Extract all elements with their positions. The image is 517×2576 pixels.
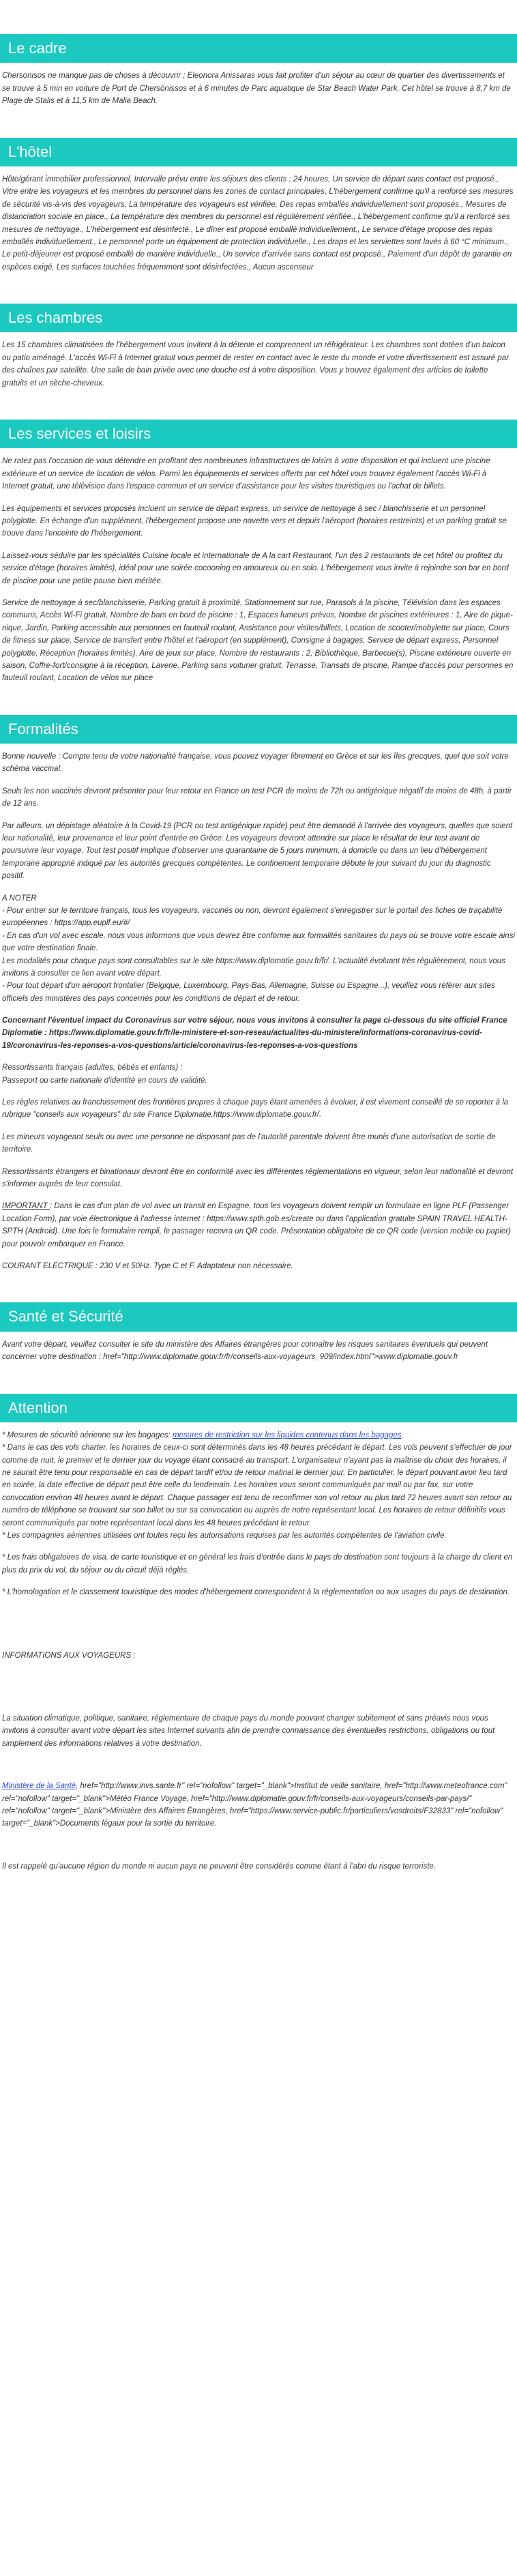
section-formalites xyxy=(0,715,517,1273)
cadre-text: Chersonisos ne manque pas de choses à découvrir ; Eleonora Anissaras vous fait profiter d'un séjour au cœur de quartier des divertissements et se trouve à 5 min en voiture de Port de Chersónissos et à 6 minutes de Parc aquatique de Star Beach Water Park. Cet hôtel se trouve à 8,7 km de Plage de Stalis et à 11,5 km de Malia Beach. xyxy=(2,72,511,106)
section-title-sante: Santé et Sécurité xyxy=(0,1302,517,1331)
section-cadre xyxy=(0,34,517,108)
coronavirus-notice: Concernant l'éventuel impact du Coronavirus sur votre séjour, nous vous invitons à consulter la page ci-dessous du site officiel France Diplomatie : https://www.diplomatie.gouv.fr/fr/le-ministere-et-son-reseau/actualites-du-ministere/informations-coronavirus-covid-19/coronavirus-les-reponses-a-vos-questions/article/coronavirus-les-reponses-a-vos-questions xyxy=(2,1016,507,1050)
section-chambres xyxy=(0,304,517,390)
services-paragraph-1: Ne ratez pas l'occasion de vous détendre en profitant des nombreuses infrastructures de loisirs à votre disposition et qui incluent une piscine extérieure et un service de location de vélos. Parmi les équipements et services offerts par cet hôtel vous trouvez également l'accès Wi-Fi à Internet gratuit, une télévision dans l'espace commun et un service d'assistance pour les visites touristiques ou l'achat de billets. xyxy=(2,457,490,491)
note-line: Les modalités pour chaque pays sont consultables sur le site https://www.diplomatie.gouv.fr/fr/. L'actualité évoluant très régulièrement, nous vous invitons à consulter ce lien avant votre départ. xyxy=(2,956,505,978)
ressortissants-line-1: Ressortissants français (adultes, bébés et enfants) : xyxy=(2,1064,183,1072)
formalites-paragraph-1: Bonne nouvelle : Compte tenu de votre nationalité française, vous pouvez voyager librement en Grèce et sur les îles grecques, quel que soit votre schéma vaccinal. xyxy=(2,752,509,774)
ressortissants-line-2: Passeport ou carte nationale d'identité en cours de validité. xyxy=(2,1076,207,1085)
note-line: - En cas d'un vol avec escale, nous vous informons que vous devrez être conforme aux formalités sanitaires du pays où se trouve votre escale ainsi que votre destination finale. xyxy=(2,931,515,953)
section-hotel xyxy=(0,138,517,274)
section-title-cadre: Le cadre xyxy=(0,34,517,63)
services-paragraph-2: Les équipements et services proposés incluent un service de départ express, un service de nettoyage à sec / blanchisserie et un personnel polyglotte. En échange d'un supplément, l'hébergement propose une navette vers et depuis l'aéroport (horaires restreints) et un parking gratuit se trouve dans l'enceinte de l'hébergement. xyxy=(2,504,507,538)
attention-homologation: * L'homologation et le classement touristique des modes d'hébergement correspondent à la réglementation ou aux usages du pays de destination. xyxy=(2,1588,510,1597)
section-title-attention: Attention xyxy=(0,1394,517,1422)
services-paragraph-3: Laissez-vous séduire par les spécialités Cuisine locale et internationale de A la cart Restaurant, l'un des 2 restaurants de cet hôtel ou profitez du service d'étage (horaires limités), idéal pour une soirée cocooning en amoureux ou en solo. L'hébergement vous invite à rejoindre son bar en bord de piscine pour une petite pause bien méritée. xyxy=(2,551,509,585)
section-services xyxy=(0,420,517,685)
formalites-paragraph-2: Seuls les non vaccinés devront présenter pour leur retour en France un test PCR de moins de 72h ou antigénique négatif de moins de 48h, à partir de 12 ans. xyxy=(2,787,512,808)
formalites-note xyxy=(2,892,515,1006)
bagages-prefix: * Mesures de sécurité aérienne sur les bagages: xyxy=(2,1431,173,1439)
section-title-services: Les services et loisirs xyxy=(0,420,517,448)
note-title: A NOTER xyxy=(2,894,37,903)
informations-voyageurs: INFORMATIONS AUX VOYAGEURS : xyxy=(2,1651,136,1660)
note-line: - Pour entrer sur le territoire français, tous les voyageurs, vaccinés ou non, devront également s'enregistrer sur le portail des fiches de traçabilité européennes : https://app.euplf.eu/#/ xyxy=(2,906,503,928)
important-notice xyxy=(2,1200,515,1250)
important-label: IMPORTANT xyxy=(2,1202,50,1211)
sante-text: Avant votre départ, veuillez consulter le site du ministère des Affaires étrangères pour connaître les risques sanitaires éventuels qui peuvent concerner votre destination : href="http://www.diplomatie.gouv.fr/fr/conseils-aux-voyageurs_909/index.html">www.diplomatie.gouv.fr xyxy=(2,1340,488,1362)
liquides-restriction-link[interactable]: mesures de restriction sur les liquides contenus dans les bagages xyxy=(172,1431,402,1439)
liens-text: , href="http://www.invs.sante.fr" rel="nofollow" target="_blank">Institut de veille sanitaire, href="http://www.meteofrance.com" rel="nofollow" target="_blank">Météo France Voyage, href="http://www.diplomatie.gouv.fr/fr/conseils-aux-voyageurs/conseils-par-pays/" rel="nofollow" target="_blank">Ministère des Affaires Étrangères, href="https://www.service-public.fr/particuliers/vosdroits/F32833" rel="nofollow" target="_blank">Documents légaux pour la sortie du territoire. xyxy=(2,1782,507,1828)
attention-charter: * Dans le cas des vols charter, les horaires de ceux-ci sont déterminés dans les 48 heures précédant le départ. Les vols peuvent s'effectuer de jour comme de nuit, le premier et le dernier jour du voyage étant consacré au transport. L'organisateur n'ayant pas la maîtrise du choix des horaires, il ne saurait être tenu pour responsable en cas de départ tardif et/ou de retour matinal le dernier jour. En particulier, le départ pouvant avoir lieu tard en soirée, la date effective de départ peut être celle du lendemain. Les horaires vous seront communiqués par mail ou par fax, sur votre convocation environ 48 heures avant le départ. Chaque passager est tenu de reconfirmer son vol retour au plus tard 72 heures avant son retour au numéro de téléphone se trouvant sur son billet ou sur sa convocation ou auprès de notre représentant local. Les horaires de retour définitifs vous seront communiqués par notre représentant local dans les 48 heures précédant le retour. xyxy=(2,1444,512,1527)
attention-terrorisme: Il est rappelé qu'aucune région du monde ni aucun pays ne peuvent être considérés comme étant à l'abri du risque terroriste. xyxy=(2,1862,436,1871)
attention-frais: * Les frais obligatoires de visa, de carte touristique et en général les frais d'entrée dans le pays de destination sont toujours à la charge du client en plus du prix du vol, du séjour ou du circuit déjà réglés. xyxy=(2,1553,513,1575)
ministere-sante-link[interactable]: Ministère de la Santé xyxy=(2,1782,76,1791)
section-title-formalites: Formalités xyxy=(0,715,517,744)
courant-electrique: COURANT ELECTRIQUE : 230 V et 50Hz. Type C et F. Adaptateur non nécessaire. xyxy=(2,1261,293,1270)
formalites-paragraph-7: Les règles relatives au franchissement des frontières propres à chaque pays étant amenées à évoluer, il est vivement conseillé de se reporter à la rubrique "conseils aux voyageurs" du site France Diplomatie,https://www.diplomatie.gouv.fr/. xyxy=(2,1098,509,1119)
important-text: : Dans le cas d'un plan de vol avec un transit en Espagne, tous les voyageurs doivent remplir un formulaire en ligne PLF (Passenger Location Form), par voie électronique à l'adresse internet : https://www.spth.gob.es/create ou dans l'application gratuite SPAIN TRAVEL HEALTH-SPTH (Android). Une fois le formulaire rempli, le passager recevra un QR code. Présentation obligatoire de ce QR code (version mobile ou papier) pour pouvoir embarquer en France. xyxy=(2,1202,511,1248)
chambres-text: Les 15 chambres climatisées de l'hébergement vous invitent à la détente et comprennent un réfrigérateur. Les chambres sont dotées d'un balcon ou patio aménagé. L'accès Wi-Fi à Internet gratuit vous permet de rester en contact avec le reste du monde et votre divertissement est assuré par des chaînes par satellite. Une salle de bain privée avec une douche est à votre disposition. Vous y trouvez également des articles de toilette gratuits et un sèche-cheveux. xyxy=(2,341,509,387)
formalites-paragraph-3: Par ailleurs, un dépistage aléatoire à la Covid-19 (PCR ou test antigénique rapide) peut être demandé à l'arrivée des voyageurs, quelles que soient leur nationalité, leur provenance et leur point d'entrée en Grèce. Les voyageurs devront attendre sur place le résultat de leur test avant de poursuivre leur voyage. Tout test positif implique d'observer une quarantaine de 5 jours minimum, à domicile ou dans un lieu d'hébergement temporaire approprié indiqué par les autorités grecques compétentes. Le confinement temporaire débute le jour suivant du jour du diagnostic positif. xyxy=(2,821,513,881)
attention-situation: La situation climatique, politique, sanitaire, réglementaire de chaque pays du monde pouvant changer subitement et sans préavis nous vous invitons à consulter avant votre départ les sites Internet suivants afin de prendre connaissance des éventuelles restrictions, obligations ou tout simplement des informations relatives à votre destination. xyxy=(2,1714,495,1748)
section-attention xyxy=(0,1394,517,1873)
formalites-paragraph-8: Les mineurs voyageant seuls ou avec une personne ne disposant pas de l'autorité parentale doivent être munis d'une autorisation de sortie de territoire. xyxy=(2,1132,496,1154)
note-line: - Pour tout départ d'un aéroport frontalier (Belgique, Luxembourg, Pays-Bas, Allemagne, Suisse ou Espagne...), veuillez vous référer aux sites officiels des ministères des pays concernés pour les conditions de départ et de retour. xyxy=(2,982,495,1003)
attention-bagages xyxy=(2,1429,515,1441)
attention-compagnies: * Les compagnies aériennes utilisées ont toutes reçu les autorisations requises par les autorités compétentes de l'aviation civile. xyxy=(2,1532,447,1540)
attention-liens xyxy=(2,1780,515,1830)
ressortissants-francais xyxy=(2,1062,515,1087)
bagages-suffix: . xyxy=(401,1431,404,1439)
services-paragraph-4: Service de nettoyage à sec/blanchisserie, Parking gratuit à proximité, Stationnement sur rue, Parasols à la piscine, Télévision dans les espaces communs, Accès Wi-Fi gratuit, Nombre de bars en bord de piscine : 1, Espaces fumeurs prévus, Nombre de piscines extérieures : 1, Aire de pique-nique, Jardin, Parking accessible aux personnes en fauteuil roulant, Assistance pour visites/billets, Location de scooter/mobylette sur place, Cours de fitness sur place, Service de transfert entre l'hôtel et l'aéroport (en supplément), Consigne à bagages, Service de départ express, Personnel polyglotte, Réception (horaires limités), Aire de jeux sur place, Nombre de restaurants : 2, Bibliothèque, Barbecue(s), Piscine extérieure ouverte en saison, Coffre-fort/consigne à la réception, Laverie, Parking sans voiturier gratuit, Terrasse, Transats de piscine, Rampe d'accès pour personnes en fauteuil roulant, Location de vélos sur place xyxy=(2,598,514,683)
formalites-paragraph-9: Ressortissants étrangers et binationaux devront être en conformité avec les différentes réglementations en vigueur, selon leur nationalité et devront s'informer auprès de leur consulat. xyxy=(2,1167,514,1188)
hotel-text: Hôte/gérant immobilier professionnel, Intervalle prévu entre les séjours des clients : 24 heures, Un service de départ sans contact est proposé., Vitre entre les voyageurs et les membres du personnel dans les zones de contact principales, L'hébergement confirme qu'il a renforcé ses mesures de sécurité vis-à-vis des voyageurs, La température des voyageurs est vérifiée, Des repas emballés individuellement sont proposés., Mesures de distanciation sociale en place., La température des membres du personnel est régulièrement vérifiée., L'hébergement confirme qu'il a renforcé ses mesures de nettoyage., L'hébergement est désinfecté., Le dîner est proposé emballé individuellement., Le service d'étage propose des repas emballés individuellement., Le personnel porte un équipement de protection individuelle., Les draps et les serviettes sont lavés à 60 °C minimum., Le petit-déjeuner est proposé emballé de manière individuelle., Un service d'arrivée sans contact est proposé., Paiement d'un dépôt de garantie en espèces exigé, Les surfaces touchées fréquemment sont désinfectées., Aucun ascenseur xyxy=(2,175,514,272)
section-sante xyxy=(0,1302,517,1363)
section-title-chambres: Les chambres xyxy=(0,304,517,332)
section-title-hotel: L'hôtel xyxy=(0,138,517,166)
